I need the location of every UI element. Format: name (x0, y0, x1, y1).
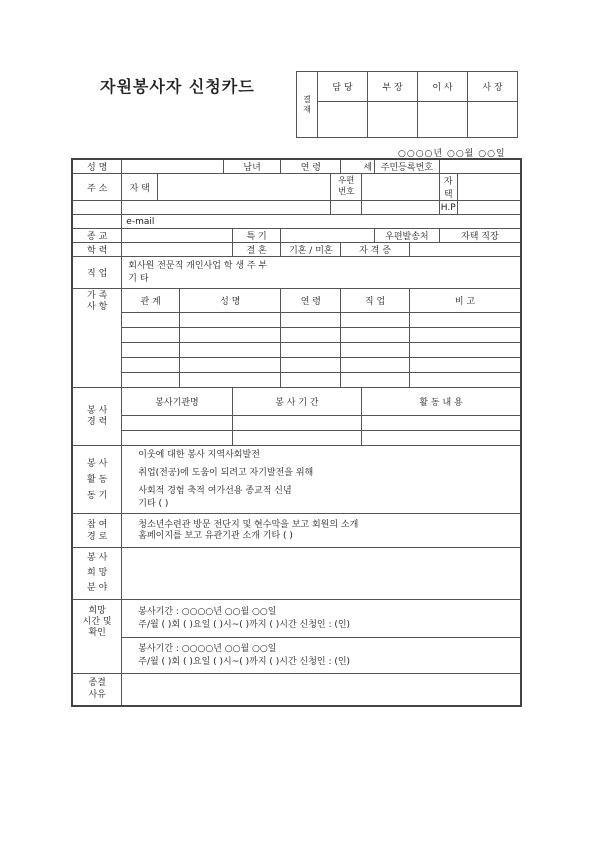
motive-option-line[interactable]: 이웃에 대한 봉사 지역사회발전 (138, 449, 260, 460)
family-cell[interactable] (122, 328, 180, 343)
motive-other-line[interactable]: 기타 ( ) (138, 498, 169, 509)
blank-cell (331, 201, 362, 215)
end-reason-field[interactable] (122, 674, 521, 706)
family-cell[interactable] (341, 373, 410, 388)
address-label: 주 소 (72, 174, 122, 201)
experience-header: 봉사기관명 (122, 388, 232, 416)
family-cell[interactable] (409, 358, 521, 373)
date-line: ○○○○년 ○○월 ○○일 (398, 149, 506, 159)
name-label: 성 명 (72, 159, 122, 174)
experience-cell[interactable] (362, 431, 521, 446)
experience-cell[interactable] (122, 416, 232, 431)
family-cell[interactable] (281, 328, 341, 343)
family-cell[interactable] (180, 358, 281, 373)
signature-cell[interactable] (318, 102, 368, 138)
name-field[interactable] (122, 159, 223, 174)
family-cell[interactable] (180, 328, 281, 343)
mail-destination-options[interactable]: 자택 직장 (439, 229, 521, 243)
religion-label: 종 교 (72, 229, 122, 243)
email-label[interactable]: e-mail (122, 215, 521, 229)
family-cell[interactable] (281, 343, 341, 358)
signature-cell[interactable] (418, 102, 468, 138)
experience-label: 봉 사 경 력 (72, 388, 122, 446)
family-header: 직 업 (341, 289, 410, 313)
home-phone-field[interactable] (457, 174, 521, 201)
gender-label: 남녀 (223, 159, 281, 174)
job-other[interactable]: 기 타 (128, 273, 149, 284)
family-header: 비 고 (409, 289, 521, 313)
religion-field[interactable] (122, 229, 232, 243)
family-cell[interactable] (122, 373, 180, 388)
approval-role: 이 사 (418, 72, 468, 102)
experience-cell[interactable] (122, 431, 232, 446)
family-cell[interactable] (409, 328, 521, 343)
marriage-label: 결 혼 (232, 243, 281, 257)
schedule-period[interactable]: 봉사기간 : ○○○○년 ○○월 ○○일 (138, 606, 277, 617)
address-blank (72, 215, 122, 229)
age-label: 연 령 (281, 159, 341, 174)
hp-field[interactable] (457, 201, 521, 215)
motive-option-line[interactable]: 사회적 경험 축적 여가선용 종교적 신념 (138, 485, 292, 496)
family-cell[interactable] (341, 343, 410, 358)
specialty-label: 특 기 (232, 229, 281, 243)
family-cell[interactable] (341, 313, 410, 328)
hope-field-input[interactable] (122, 548, 521, 600)
experience-cell[interactable] (232, 416, 361, 431)
hope-field-label: 봉 사 희 망 분 야 (72, 548, 122, 600)
rrn-label: 주민등록번호 (375, 159, 440, 174)
experience-cell[interactable] (362, 416, 521, 431)
license-field[interactable] (409, 243, 521, 257)
end-reason-label: 종결 사유 (72, 674, 122, 706)
route-option-line[interactable]: 홈페이지를 보고 유관기관 소개 기타 ( ) (138, 530, 293, 541)
experience-cell[interactable] (232, 431, 361, 446)
motive-option-line[interactable]: 취업(전공)에 도움이 되려고 자기발전을 위해 (138, 467, 314, 478)
family-cell[interactable] (180, 343, 281, 358)
hp-label: H.P (440, 202, 456, 213)
family-cell[interactable] (409, 343, 521, 358)
family-cell[interactable] (122, 343, 180, 358)
family-cell[interactable] (341, 358, 410, 373)
job-options[interactable]: 회사원 전문직 개인사업 학 생 주 부 (128, 260, 268, 271)
family-cell[interactable] (180, 373, 281, 388)
mail-destination-label: 우편발송처 (375, 229, 440, 243)
license-label: 자 격 증 (341, 243, 410, 257)
family-cell[interactable] (122, 358, 180, 373)
home-address-field[interactable] (158, 174, 331, 201)
home-address-label: 자 택 (122, 174, 158, 201)
family-cell[interactable] (180, 313, 281, 328)
experience-header: 봉 사 기 간 (232, 388, 361, 416)
marriage-options[interactable]: 기혼 / 미혼 (281, 243, 341, 257)
family-cell[interactable] (281, 358, 341, 373)
route-option-line[interactable]: 청소년수련관 방문 전단지 및 현수막을 보고 회원의 소개 (138, 519, 359, 530)
schedule-detail[interactable]: 주/월 ( )회 ( )요일 ( )시~( )까지 ( )시간 신청인 : (인) (138, 619, 351, 630)
family-cell[interactable] (409, 313, 521, 328)
family-header: 성 명 (180, 289, 281, 313)
education-label: 학 력 (72, 243, 122, 257)
approval-role: 담 당 (318, 72, 368, 102)
rrn-field[interactable] (439, 159, 521, 174)
motive-label: 봉 사 활 동 동 기 (72, 446, 122, 514)
job-label: 직 업 (72, 257, 122, 289)
postcode-field[interactable] (362, 174, 440, 201)
blank-cell (362, 201, 440, 215)
schedule-label: 희망 시간 및 확인 (72, 600, 122, 674)
family-cell[interactable] (281, 373, 341, 388)
application-form (71, 158, 522, 707)
experience-header: 활 동 내 용 (362, 388, 521, 416)
schedule-period[interactable]: 봉사기간 : ○○○○년 ○○월 ○○일 (138, 643, 277, 654)
family-header: 연 령 (281, 289, 341, 313)
approval-label: 결 재 (297, 72, 318, 138)
age-unit: 세 (341, 159, 375, 174)
education-field[interactable] (122, 243, 232, 257)
approval-box (296, 71, 518, 138)
family-header: 관 계 (122, 289, 180, 313)
schedule-detail[interactable]: 주/월 ( )회 ( )요일 ( )시~( )까지 ( )시간 신청인 : (인) (138, 656, 351, 667)
signature-cell[interactable] (368, 102, 418, 138)
specialty-field[interactable] (281, 229, 375, 243)
postcode-label: 우편 번호 (331, 174, 362, 201)
family-label: 가 족 사 항 (72, 289, 122, 388)
family-cell[interactable] (341, 328, 410, 343)
home-phone-label: 자택 (439, 174, 457, 201)
page-title: 자원봉사자 신청카드 (100, 77, 255, 96)
family-cell[interactable] (281, 313, 341, 328)
route-label: 참 여 경 로 (72, 514, 122, 548)
work-address-field[interactable] (122, 201, 331, 215)
family-cell[interactable] (409, 373, 521, 388)
address-blank (72, 201, 122, 215)
approval-role: 사 장 (468, 72, 518, 102)
signature-cell[interactable] (468, 102, 518, 138)
family-cell[interactable] (122, 313, 180, 328)
approval-role: 부 장 (368, 72, 418, 102)
